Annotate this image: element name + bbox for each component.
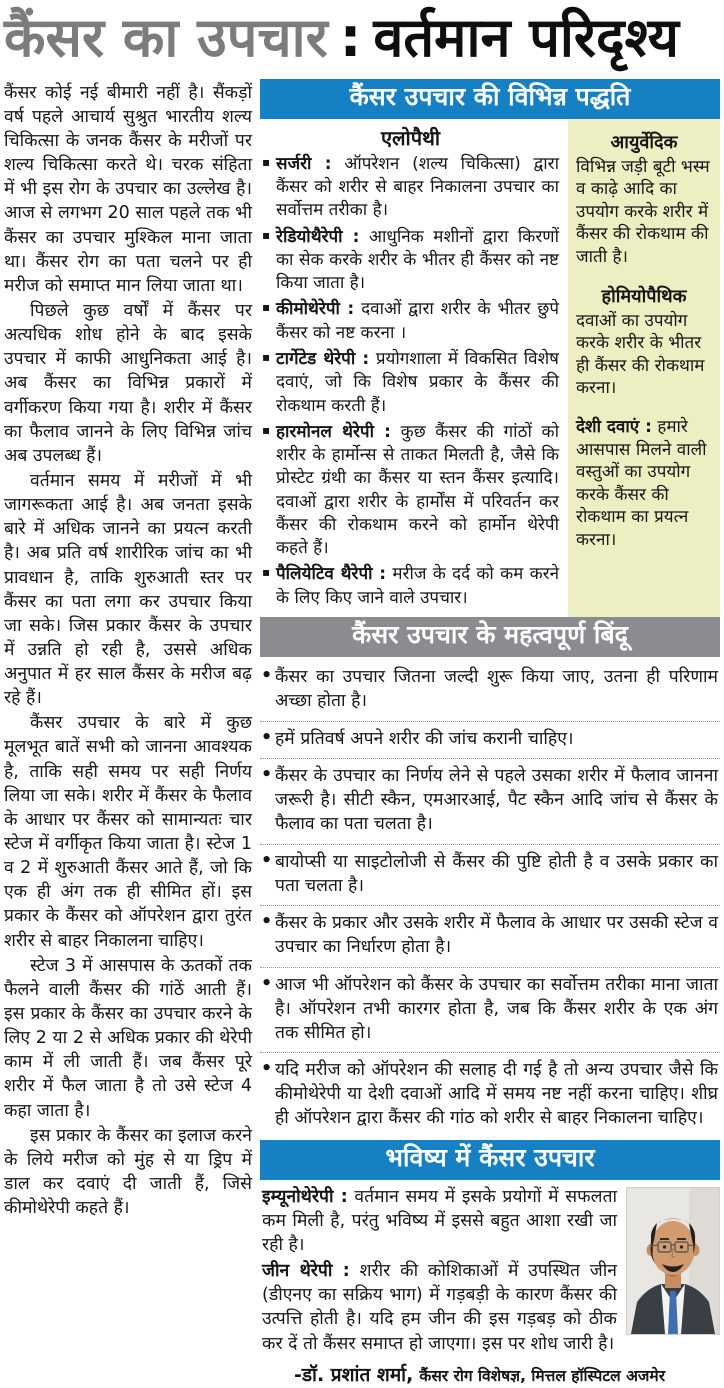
panel-section xyxy=(576,131,712,269)
article-paragraph: वर्तमान समय में मरीजों में भी जागरूकता आई है। अब जनता इसके बारे में अधिक जानने का प्रयत्न करती है। अब प्रति वर्ष शारीरिक जांच का भी प्रावधान है, ताकि शुरुआती स्तर पर कैंसर का पता लगा कर उपचार किया जा सके। जिस प्रकार कैंसर के उपचार में उन्नति हो रही है, उससे अधिक अनुपात में हर साल कैंसर के मरीज बढ़ रहे हैं। xyxy=(4,470,252,709)
item-text: ऑपरेशन (शल्य चिकित्सा) द्वारा कैंसर को शरीर से बाहर निकालना उपचार का सर्वोत्तम तरीका है। xyxy=(276,153,559,221)
panel-section xyxy=(576,416,712,552)
headline-separator: : xyxy=(339,6,362,69)
page-title xyxy=(4,4,720,79)
list-item xyxy=(262,226,559,296)
alternative-medicine-panel xyxy=(568,119,720,617)
methods-box-body xyxy=(260,119,720,617)
byline xyxy=(262,1362,720,1388)
item-term: कीमोथेरेपी : xyxy=(276,299,355,320)
article-paragraph: पिछले कुछ वर्षों में कैंसर पर अत्यधिक शोध होने के बाद इसके उपचार में काफी आधुनिकता आई है। अब कैंसर का विभिन्न प्रकारों में वर्गीकरण किया गया है। शरीर में कैंसर का फैलाव जानने के लिए विभिन्न जांच अब उपलब्ध हैं। xyxy=(4,300,252,466)
byline-author: -डॉ. प्रशांत शर्मा, xyxy=(294,1363,414,1386)
list-item xyxy=(262,348,559,418)
headline-part2: वर्तमान परिदृश्य xyxy=(373,6,679,69)
methods-box-header: कैंसर उपचार की विभिन्न पद्धति xyxy=(260,79,720,119)
article-paragraph: इस प्रकार के कैंसर का इलाज करने के लिये मरीज को मुंह से या ड्रिप में डाल कर दवाएं दी जाती हैं, जिसे कीमोथेरेपी कहते हैं। xyxy=(4,1125,252,1219)
byline-credentials: कैंसर रोग विशेषज्ञ, मित्तल हॉस्पिटल अजमेर xyxy=(419,1366,666,1385)
item-term: पैलियेटिव थैरेपी : xyxy=(276,564,387,585)
list-item xyxy=(262,563,559,610)
list-item xyxy=(262,421,559,561)
item-term: रेडियोथैरेपी : xyxy=(276,226,360,247)
article-column xyxy=(4,79,252,1222)
item-text: प्रयोगशाला में विकसित विशेष दवाएं, जो कि विशेष प्रकार के कैंसर की रोकथाम करती हैं। xyxy=(276,348,560,416)
list-item xyxy=(262,153,559,223)
item-text: मरीज के दर्द को कम करने के लिए किए जाने वाले उपचार। xyxy=(276,564,560,608)
item-term: हारमोनल थेरेपी : xyxy=(276,421,391,442)
panel-heading: आयुर्वेदिक xyxy=(610,131,678,153)
allopathy-section xyxy=(260,119,559,617)
article-paragraph: स्टेज 3 में आसपास के ऊतकों तक फैलने वाली कैंसर की गांठें आती हैं। इस प्रकार के कैंसर का उपचार करने के लिए 2 या 2 से अधिक प्रकार की थेरेपी काम में ली जाती हैं। जब कैंसर पूरे शरीर में फैल जाता है तो उसे स्टेज 4 कहा जाता है। xyxy=(4,955,252,1121)
item-term: देशी दवाएं : xyxy=(576,417,652,438)
doctor-photo xyxy=(626,1187,720,1335)
list-item xyxy=(262,298,559,345)
key-point: • कैंसर का उपचार जितना जल्दी शुरू किया जाए, उतना ही परिणाम अच्छा होता है। xyxy=(260,660,720,722)
key-point: • आज भी ऑपरेशन को कैंसर के उपचार का सर्वोत्तम तरीका माना जाता है। ऑपरेशन तभी कारगर होता है, जब कि कैंसर शरीर के एक अंग तक सीमित हो। xyxy=(260,968,720,1053)
item-text: हमारे आसपास मिलने वाली वस्तुओं का उपयोग करके कैंसर की रोकथाम का प्रयत्न करना। xyxy=(576,417,707,551)
article-paragraph: कैंसर उपचार के बारे में कुछ मूलभूत बातें सभी को जानना आवश्यक है, ताकि सही समय पर सही निर्णय लिया जा सके। शरीर में कैंसर के फैलाव के आधार पर कैंसर को सामान्यतः चार स्टेज में वर्गीकृत किया जाता है। स्टेज 1 व 2 में शुरुआती कैंसर आते हैं, जो कि एक ही अंग तक ही सीमित हों। इस प्रकार के कैंसर को ऑपरेशन द्वारा तुरंत शरीर से बाहर निकालना चाहिए। xyxy=(4,713,252,951)
item-term: सर्जरी : xyxy=(276,153,332,174)
item-text: दवाओं द्वारा शरीर के भीतर छुपे कैंसर को नष्ट करना । xyxy=(276,299,560,343)
item-text: कुछ कैंसर की गांठों को शरीर के हार्मोन्स से ताकत मिलती है, जैसे कि प्रोस्टेट ग्रंथी का कैंसर या स्तन कैंसर इत्यादि। दवाओं द्वारा शरीर के हार्मोंस में परिवर्तन कर कैंसर की रोकथाम करने को हार्मोन थेरेपी कहते हैं। xyxy=(276,421,559,559)
item-term: इम्यूनोथेरेपी : xyxy=(262,1186,348,1207)
key-point: • यदि मरीज को ऑपरेशन की सलाह दी गई है तो अन्य उपचार जैसे कि कीमोथेरेपी या देशी दवाओं आदि में समय नष्ट नहीं करना चाहिए। शीघ्र ही ऑपरेशन द्वारा कैंसर की गांठ को शरीर से बाहर निकालना चाहिए। xyxy=(260,1053,720,1137)
panel-section xyxy=(576,285,712,400)
key-point: • बायोप्सी या साइटोलोजी से कैंसर की पुष्टि होती है व उसके प्रकार का पता चलता है। xyxy=(260,845,720,907)
key-point: • हमें प्रतिवर्ष अपने शरीर की जांच करानी चाहिए। xyxy=(260,722,720,760)
key-points-header: कैंसर उपचार के महत्वपूर्ण बिंदू xyxy=(260,617,720,657)
panel-text: दवाओं का उपयोग करके शरीर के भीतर ही कैंसर की रोकथाम करना। xyxy=(576,310,705,399)
future-box-header: भविष्य में कैंसर उपचार xyxy=(260,1140,720,1180)
item-text: वर्तमान समय में इसके प्रयोगों में सफलता कम मिली है, परंतु भविष्य में इससे बहुत आशा रखी जा रही है। xyxy=(262,1186,617,1256)
key-point: • कैंसर के उपचार का निर्णय लेने से पहले उसका शरीर में फैलाव जानना जरूरी है। सीटी स्कैन, एमआरआई, पैट स्कैन आदि जांच से कैंसर के फैलाव का पता चलता है। xyxy=(260,759,720,844)
content-columns xyxy=(4,79,720,1388)
future-box-body xyxy=(260,1180,720,1388)
item-text: आधुनिक मशीनों द्वारा किरणों का सेक करके शरीर के भीतर ही कैंसर को नष्ट किया जाता है। xyxy=(276,226,559,294)
item-term: जीन थेरेपी : xyxy=(262,1261,350,1282)
panel-text: विभिन्न जड़ी बूटी भस्म व काढ़े आदि का उपयोग करके शरीर में कैंसर की रोकथाम की जाती है। xyxy=(576,156,710,268)
item-term: टार्गेटेड थेरेपी : xyxy=(276,348,370,369)
panel-heading: होमियोपैथिक xyxy=(601,285,687,307)
headline-part1: कैंसर का उपचार xyxy=(4,6,328,69)
allopathy-list xyxy=(262,153,559,610)
key-points-list xyxy=(260,657,720,1140)
allopathy-heading: एलोपैथी xyxy=(380,125,441,150)
key-point: • कैंसर के प्रकार और उसके शरीर में फैलाव के आधार पर उसकी स्टेज व उपचार का निर्धारण होता है। xyxy=(260,906,720,968)
item-text: शरीर की कोशिकाओं में उपस्थित जीन (डीएनए का सक्रिय भाग) में गड़बड़ी के कारण कैंसर की उत्पत्ति होती है। यदि हम जीन की इस गड़बड़ को ठीक कर दें तो कैंसर समाप्त हो जाएगा। इस पर शोध जारी है। xyxy=(262,1261,617,1354)
infobox-column xyxy=(260,79,720,1388)
article-paragraph: कैंसर कोई नई बीमारी नहीं है। सैंकड़ों वर्ष पहले आचार्य सुश्रुत भारतीय शल्य चिकित्सा के जनक कैंसर के मरीजों पर शल्य चिकित्सा करते थे। चरक संहिता में भी इस रोग के उपचार का उल्लेख है। आज से लगभग 20 साल पहले तक भी कैंसर का उपचार मुश्किल माना जाता था। कैंसर रोग का पता चलने पर ही मरीज को समाप्त मान लिया जाता था। xyxy=(4,82,252,296)
